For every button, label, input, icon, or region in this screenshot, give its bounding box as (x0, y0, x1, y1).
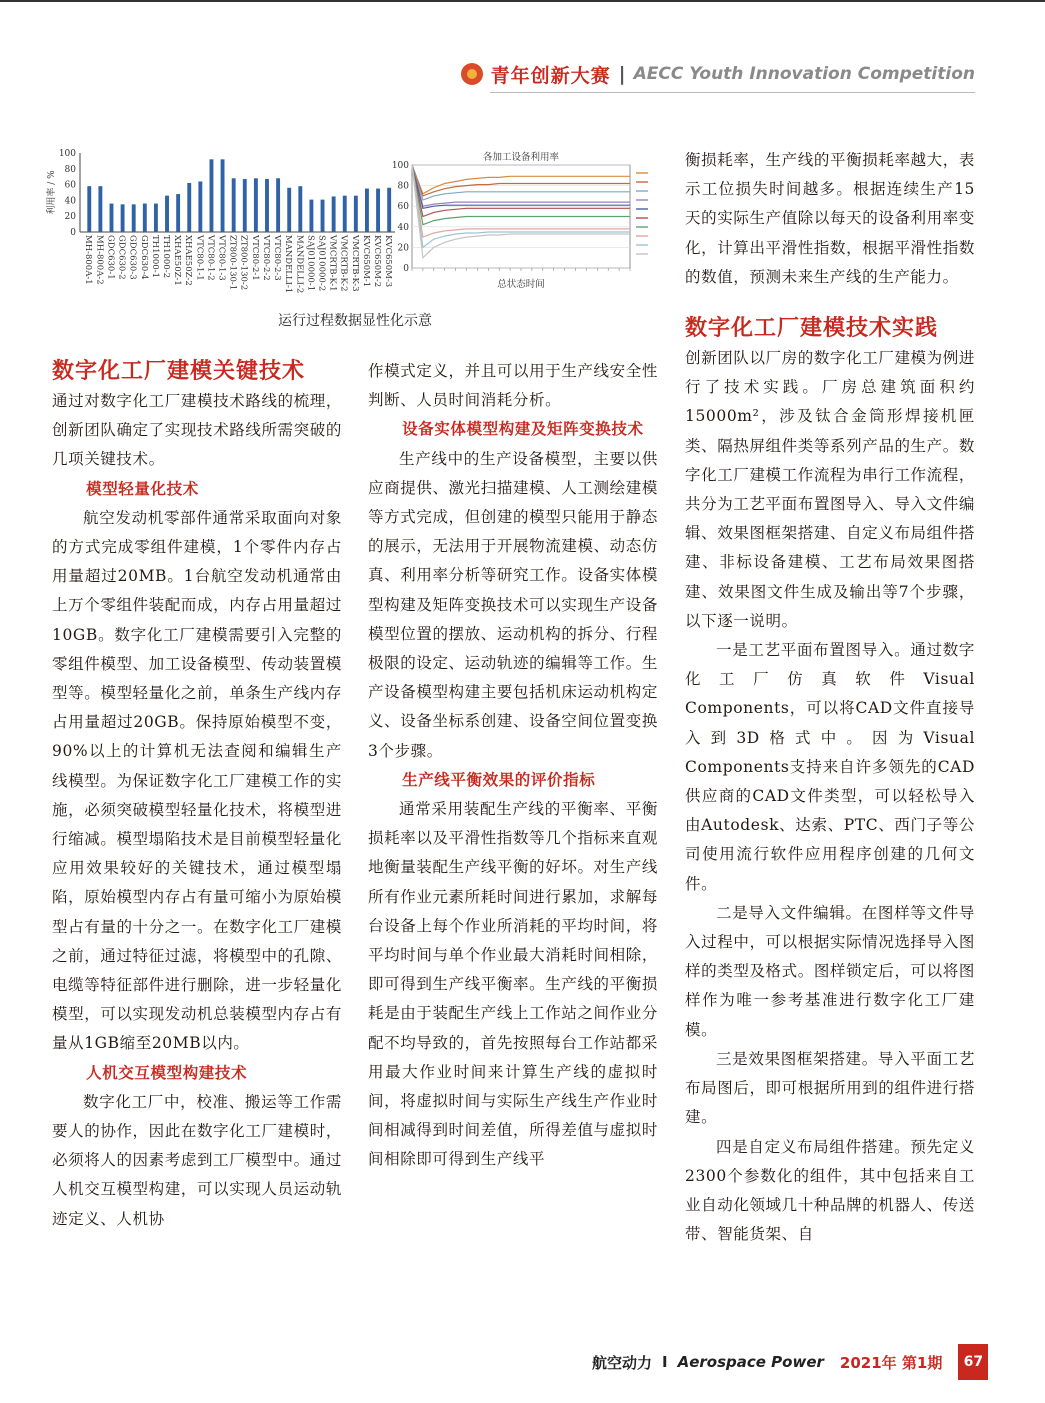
bar-category-label: MANDELLI-2 (294, 235, 305, 294)
bar-category-label: GDC630-4 (138, 235, 149, 280)
line-series (412, 165, 630, 225)
paragraph: 数字化工厂中，校准、搬运等工作需要人的协作，因此在数字化工厂建模时，必须将人的因素考虑到工厂模型中。通过人机交互模型构建，可以实现人员运动轨迹定义、人机协 (52, 1092, 342, 1228)
bar (143, 204, 147, 232)
bar-category-label: ZT800-130-2 (238, 235, 249, 291)
bar-category-label: VTC80-2-1 (249, 235, 260, 281)
bar-category-label: XHAE50Z-2 (183, 235, 194, 286)
bar (354, 196, 358, 232)
paragraph: 衡损耗率，生产线的平衡损耗率越大，表示工位损失时间越多。根据连续生产15天的实际生产值除以每天的设备利用率变化，计算出平滑性指数，根据平滑性指数的数值，预测未来生产线的生产能力。 (685, 151, 975, 286)
subheading-balance-index: 生产线平衡效果的评价指标 (402, 770, 596, 789)
section-heading-key-tech: 数字化工厂建模关键技术 (52, 359, 306, 384)
bar-category-label: TH1000-2 (160, 235, 171, 278)
line-series (412, 165, 630, 194)
bar-category-label: MH-800A-2 (94, 235, 105, 285)
bar (187, 183, 191, 232)
bar (321, 200, 325, 232)
line-series (412, 165, 630, 258)
column-1 (52, 357, 342, 1234)
bar (121, 204, 125, 232)
bar (232, 178, 236, 232)
line-chart-title: 各加工设备利用率 (482, 152, 560, 163)
bar-category-label: MANDELLI-1 (283, 235, 294, 294)
page-footer (592, 1350, 988, 1374)
bar-category-label: VTC80-1-1 (194, 235, 205, 281)
bar-category-label: ZT800-130-1 (227, 235, 238, 291)
bar-category-label: XHAE50Z-1 (172, 235, 183, 286)
bar (87, 186, 91, 232)
competition-logo-icon (461, 63, 483, 85)
figure (40, 140, 665, 335)
column-2 (368, 357, 658, 1175)
bar-category-label: VMCRTB-K-2 (338, 235, 349, 292)
footer-separator: I (662, 1353, 668, 1371)
section-heading-practice: 数字化工厂建模技术实践 (685, 316, 939, 342)
line-series (412, 165, 630, 217)
bar (332, 196, 336, 232)
bar (387, 188, 391, 232)
bar-category-label: SAJ010000-1 (305, 235, 316, 292)
figure-svg (40, 140, 665, 335)
paragraph: 生产线中的生产设备模型，主要以供应商提供、激光扫描建模、人工测绘建模等方式完成，但创建的模型只能用于静态的展示，无法用于开展物流建模、动态仿真、利用率分析等研究工作。设备实体模型构建及矩阵变换技术可以实现生产设备模型位置的摆放、运动机构的拆分、行程极限的设定、运动轨迹的编辑等工作。生产设备模型构建主要包括机床运动机构定义、设备坐标系创建、设备空间位置变换3个步骤。 (368, 449, 658, 760)
bar (376, 189, 380, 232)
bar (309, 200, 313, 232)
bar-y-tick-label: 80 (64, 164, 76, 175)
bar (365, 189, 369, 232)
footer-journal-name: 航空动力 (592, 1353, 653, 1372)
bar-category-label: KVC650M-1 (360, 235, 371, 288)
paragraph: 一是工艺平面布置图导入。通过数字化工厂仿真软件Visual Components，可以将CAD文件直接导入到3D格式中。因为Visual Components支持来自许多领先的CAD供应商的CAD文件类型，可以轻松导入由Autodesk、达索、PTC、西门子等公司使用流行软件应用程序创建的几何文件。 (685, 641, 975, 893)
bar (265, 179, 269, 232)
bar (243, 179, 247, 232)
line-series (412, 165, 630, 200)
bar-y-tick-label: 60 (64, 180, 76, 191)
bar (132, 204, 136, 232)
bar-y-tick-label: 40 (64, 196, 76, 207)
paragraph: 通常采用装配生产线的平衡率、平衡损耗率以及平滑性指数等几个指标来直观地衡量装配生产线平衡的好坏。对生产线所有作业元素所耗时间进行累加，求解每台设备上每个作业所消耗的平均时间，将平均时间与单个作业最大消耗时间相除，即可得到生产线平衡率。生产线的平衡损耗是由于装配生产线上工作站之间作业分配不均导致的，首先按照每台工作站都采用最大作业时间来计算生产线的虚拟时间，将虚拟时间与实际生产线生产作业时间相减得到时间差值，所得差值与虚拟时间相除即可得到生产线平 (368, 800, 658, 1169)
paragraph: 二是导入文件编辑。在图样等文件导入过程中，可以根据实际情况选择导入图样的类型及格式。图样锁定后，可以将图样作为唯一参考基准进行数字化工厂建模。 (685, 903, 975, 1039)
bar-category-label: GDC630-3 (127, 235, 138, 280)
bar-category-label: MH-800A-1 (83, 235, 94, 285)
bar-y-tick-label: 20 (64, 212, 76, 223)
bar (276, 178, 280, 232)
bar-category-label: KVC650M-3 (383, 235, 394, 288)
bar (287, 188, 291, 232)
bar-category-label: TH1000-1 (149, 235, 160, 278)
subheading-hci: 人机交互模型构建技术 (86, 1063, 248, 1082)
bar-category-label: SAJ010000-2 (316, 235, 327, 292)
paragraph: 通过对数字化工厂建模技术路线的梳理，创新团队确定了实现技术路线所需突破的几项关键技术。 (52, 392, 342, 469)
bar (210, 159, 214, 232)
subheading-equipment-model: 设备实体模型构建及矩阵变换技术 (402, 420, 644, 439)
bar (176, 194, 180, 232)
bar (298, 186, 302, 232)
bar-category-label: GDC630-2 (116, 235, 127, 280)
bar-category-label: VMCRTB-K-3 (349, 235, 360, 292)
bar-category-label: VTC80-1-3 (216, 235, 227, 281)
header-title-en: AECC Youth Innovation Competition (633, 64, 975, 84)
line-y-tick-label: 40 (397, 222, 409, 233)
top-border (0, 0, 1045, 2)
line-y-tick-label: 60 (397, 202, 409, 213)
bar (98, 186, 102, 232)
header-title-cn: 青年创新大赛 (490, 64, 611, 87)
paragraph: 创新团队以厂房的数字化工厂建模为例进行了技术实践。厂房总建筑面积约15000m²，涉及钛合金筒形焊接机匣类、隔热屏组件类等系列产品的生产。数字化工厂建模工作流程为串行工作流程，共分为工艺平面布置图导入、导入文件编辑、效果图框架搭建、自定义布局组件搭建、非标设备建模、工艺布局效果图搭建、效果图文件生成及输出等7个步骤，以下逐一说明。 (685, 349, 975, 630)
bar-category-label: VTC80-2-3 (272, 235, 283, 281)
paragraph: 航空发动机零部件通常采取面向对象的方式完成零组件建模，1个零件内存占用量超过20MB。1台航空发动机通常由上万个零组件装配而成，内存占用量超过10GB。数字化工厂建模需要引入完整的零组件模型、加工设备模型、传动装置模型等。模型轻量化之前，单条生产线内存占用量超过20GB。保持原始模型不变，90%以上的计算机无法查阅和编辑生产线模型。为保证数字化工厂建模工作的实施，必须突破模型轻量化技术，将模型进行缩减。模型塌陷技术是目前模型轻量化应用效果较好的关键技术，通过模型塌陷，原始模型内存占有量可缩小为原始模型占有量的十分之一。在数字化工厂建模之前，通过特征过滤，将模型中的孔隙、电缆等特征部件进行删除，进一步轻量化模型，可以实现发动机总装模型内存占有量从1GB缩至20MB以内。 (52, 508, 342, 1053)
line-y-tick-label: 20 (397, 243, 409, 254)
column-3 (685, 146, 975, 1249)
footer-issue: 2021年 第1期 (839, 1353, 943, 1372)
bar (221, 159, 225, 232)
line-x-axis-label: 总状态时间 (497, 279, 545, 290)
bar-category-label: VMCRTB-K-1 (327, 235, 338, 292)
bar-y-axis-label: 利用率 / % (47, 170, 57, 215)
footer-journal-en: Aerospace Power (677, 1353, 824, 1371)
bar (254, 178, 258, 232)
bar (198, 181, 202, 232)
line-y-tick-label: 0 (403, 264, 409, 274)
page-number: 67 (958, 1344, 988, 1380)
header-separator: | (618, 63, 626, 85)
bar-y-tick-label: 100 (58, 149, 76, 159)
paragraph: 三是效果图框架搭建。导入平面工艺布局图后，即可根据所用到的组件进行搭建。 (685, 1049, 975, 1127)
line-y-tick-label: 100 (391, 161, 409, 171)
subheading-lightweight: 模型轻量化技术 (86, 479, 199, 498)
bar (165, 196, 169, 232)
line-y-tick-label: 80 (397, 181, 409, 192)
paragraph: 四是自定义布局组件搭建。预先定义2300个参数化的组件，其中包括来自工业自动化领域几十种品牌的机器人、传送带、智能货架、自 (685, 1137, 975, 1244)
bar (154, 204, 158, 232)
bar-category-label: VTC80-1-2 (205, 235, 216, 281)
journal-header (461, 60, 975, 88)
bar-category-label: KVC650M-2 (372, 235, 383, 288)
bar-y-tick-label: 0 (70, 228, 76, 238)
figure-caption: 运行过程数据显性化示意 (278, 313, 432, 329)
bar-category-label: VTC80-2-2 (260, 235, 271, 281)
bar (110, 204, 114, 232)
header-rule (490, 92, 975, 93)
bar (343, 196, 347, 232)
paragraph: 作模式定义，并且可以用于生产线安全性判断、人员时间消耗分析。 (368, 362, 658, 410)
bar-category-label: GDC630-1 (105, 235, 116, 280)
